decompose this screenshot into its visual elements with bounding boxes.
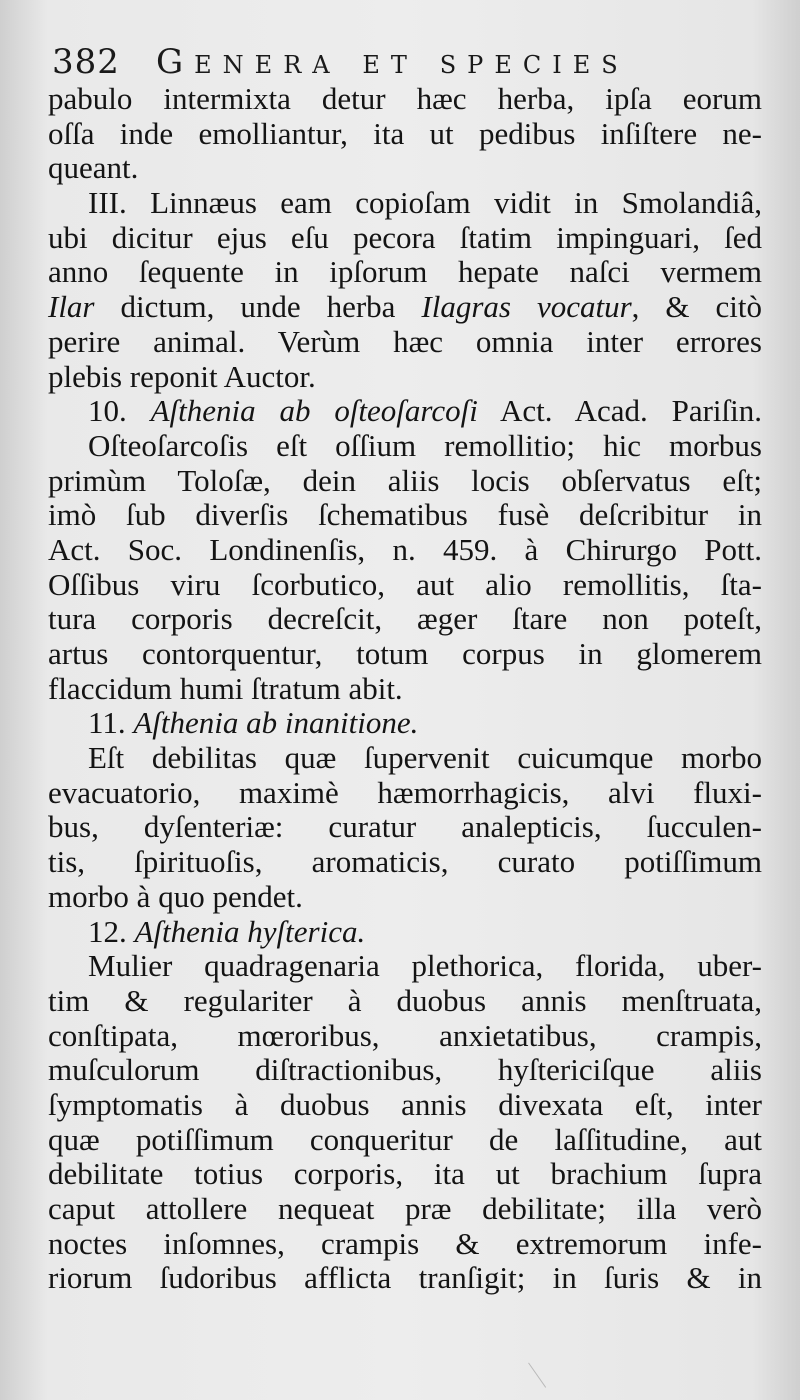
text-line: artus contorquentur, totum corpus in glomerem	[48, 636, 762, 671]
text-line: debilitate totius corporis, ita ut brachium ſupra	[48, 1156, 762, 1192]
text-line	[48, 915, 762, 950]
text-line: muſculorum diſtractionibus, hyſtericiſque aliis	[48, 1052, 762, 1088]
text-line: bus, dyſenteriæ: curatur analepticis, ſucculen-	[48, 809, 762, 845]
text-line: perire animal. Verùm hæc omnia inter errores	[48, 323, 762, 359]
italic-segment: Ilar	[48, 289, 95, 325]
text-segment: dictum, unde herba	[94, 289, 422, 325]
text-line: III. Linnæus eam copioſam vidit in Smolandiâ,	[88, 185, 762, 221]
text-line: tis, ſpirituoſis, aromaticis, curato potiſſimum	[48, 844, 762, 880]
running-title: Genera et species	[156, 42, 629, 82]
text-line: primùm Toloſæ, dein aliis locis obſervatus eſt;	[48, 462, 762, 498]
italic-segment: Aſthenia ab oſteoſarcoſi	[150, 393, 478, 429]
text-segment: Act. Acad. Pariſin.	[477, 393, 762, 429]
text-line: conſtipata, mœroribus, anxietatibus, crampis,	[48, 1017, 762, 1053]
text-line	[48, 394, 762, 429]
text-line: imò ſub diverſis ſchematibus fusè deſcribitur in	[48, 497, 762, 533]
text-segment: 10.	[88, 393, 151, 429]
text-line: Act. Soc. Londinenſis, n. 459. à Chirurgo Pott.	[48, 531, 762, 567]
text-line: oſſa inde emolliantur, ita ut pedibus inſiſtere ne-	[48, 115, 762, 151]
text-line: riorum ſudoribus afflicta tranſigit; in ſuris & in	[48, 1260, 762, 1296]
text-segment: 12.	[88, 913, 135, 949]
text-line: tura corporis decreſcit, æger ſtare non poteſt,	[48, 601, 762, 637]
text-line: caput attollere nequeat præ debilitate; illa verò	[48, 1191, 762, 1226]
text-line	[48, 706, 762, 741]
text-line: flaccidum humi ſtratum abit.	[48, 670, 403, 706]
text-line: noctes inſomnes, crampis & extremorum infe-	[48, 1225, 762, 1261]
pencil-mark	[528, 1352, 561, 1387]
text-line: Oſſibus viru ſcorbutico, aut alio remollitis, ſta-	[48, 566, 762, 602]
text-line: Eſt debilitas quæ ſupervenit cuicumque morbo	[88, 740, 762, 776]
body-text	[48, 82, 762, 1296]
text-segment: 11.	[88, 705, 134, 741]
text-line: queant.	[48, 150, 139, 186]
text-line: tim & regulariter à duobus annis menſtruata,	[48, 982, 762, 1018]
text-line: plebis reponit Auctor.	[48, 358, 316, 394]
text-line: ubi dicitur ejus eſu pecora ſtatim impinguari, ſed	[48, 219, 762, 255]
text-line: Oſteoſarcoſis eſt oſſium remollitio; hic morbus	[88, 427, 762, 463]
text-line: Mulier quadragenaria plethorica, florida, uber-	[88, 948, 762, 984]
text-line: anno ſequente in ipſorum hepate naſci vermem	[48, 254, 762, 290]
italic-segment: Ilagras vocatur	[421, 289, 632, 325]
text-line: quæ potiſſimum conqueritur de laſſitudine, aut	[48, 1121, 762, 1157]
text-segment: , & citò	[631, 289, 762, 325]
italic-segment: Aſthenia hyſterica.	[134, 913, 366, 949]
text-line	[48, 290, 762, 325]
text-line: ſymptomatis à duobus annis divexata eſt, inter	[48, 1086, 762, 1122]
page-number: 382	[52, 42, 120, 82]
text-line: pabulo intermixta detur hæc herba, ipſa eorum	[48, 81, 762, 116]
text-line: morbo à quo pendet.	[48, 878, 303, 914]
italic-segment: Aſthenia ab inanitione.	[133, 705, 419, 741]
text-line: evacuatorio, maximè hæmorrhagicis, alvi fluxi-	[48, 774, 762, 810]
